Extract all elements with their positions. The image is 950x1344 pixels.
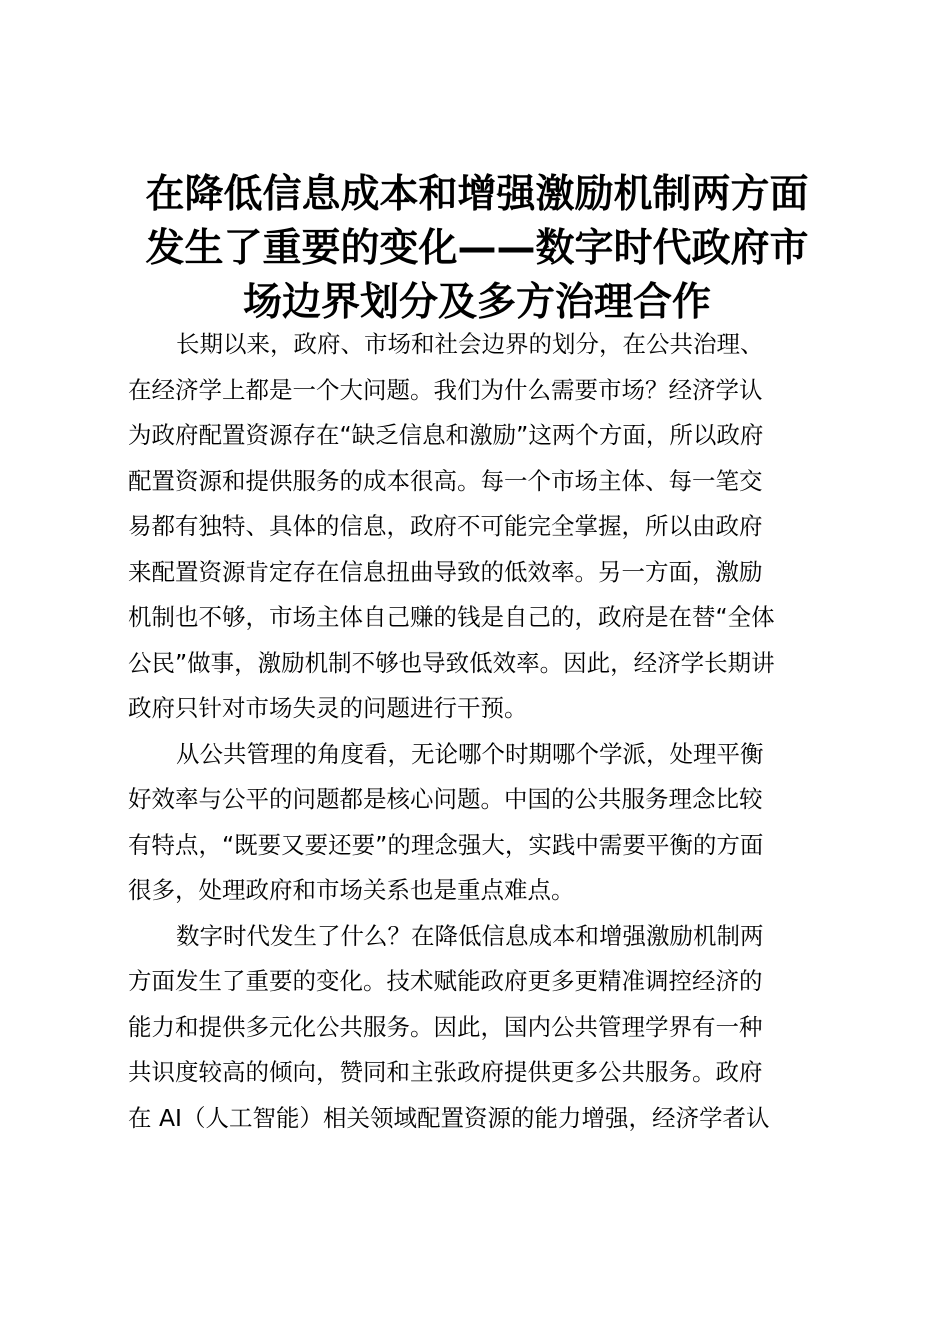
paragraph-line: 在 AI（人工智能）相关领域配置资源的能力增强，经济学者认	[128, 1103, 770, 1132]
paragraph-line: 配置资源和提供服务的成本很高。每一个市场主体、每一笔交	[128, 466, 763, 495]
paragraph-line: 易都有独特、具体的信息，政府不可能完全掌握，所以由政府	[128, 512, 763, 540]
paragraph-line: 机制也不够，市场主体自己赚的钱是自己的，政府是在替“全体	[128, 603, 775, 631]
paragraph-line: 在经济学上都是一个大问题。我们为什么需要市场？经济学认	[128, 375, 763, 404]
paragraph-line: 共识度较高的倾向，赞同和主张政府提供更多公共服务。政府	[128, 1058, 763, 1086]
document-body	[128, 322, 824, 1141]
paragraph-line: 好效率与公平的问题都是核心问题。中国的公共服务理念比较	[128, 785, 763, 813]
paragraph	[128, 914, 824, 1142]
paragraph-line: 政府只针对市场失灵的问题进行干预。	[128, 694, 528, 722]
paragraph	[128, 322, 824, 732]
paragraph-line: 很多，处理政府和市场关系也是重点难点。	[128, 876, 575, 904]
paragraph-line: 方面发生了重要的变化。技术赋能政府更多更精准调控经济的	[128, 967, 763, 995]
paragraph-line: 公民”做事，激励机制不够也导致低效率。因此，经济学长期讲	[128, 648, 775, 677]
title-line: 发生了重要的变化——数字时代政府市	[145, 226, 809, 271]
paragraph-line: 能力和提供多元化公共服务。因此，国内公共管理学界有一种	[128, 1012, 763, 1041]
document-title	[120, 168, 834, 330]
paragraph-line: 数字时代发生了什么？在降低信息成本和增强激励机制两	[176, 921, 764, 950]
paragraph-line: 为政府配置资源存在“缺乏信息和激励”这两个方面，所以政府	[128, 421, 764, 449]
title-line: 在降低信息成本和增强激励机制两方面	[145, 172, 809, 217]
paragraph-line: 来配置资源肯定存在信息扭曲导致的低效率。另一方面，激励	[128, 557, 763, 586]
paragraph-line: 长期以来，政府、市场和社会边界的划分，在公共治理、	[176, 330, 764, 358]
paragraph	[128, 732, 824, 914]
title-line: 场边界划分及多方治理合作	[242, 280, 711, 325]
paragraph-line: 从公共管理的角度看，无论哪个时期哪个学派，处理平衡	[176, 739, 764, 768]
paragraph-line: 有特点，“既要又要还要”的理念强大，实践中需要平衡的方面	[128, 830, 764, 859]
